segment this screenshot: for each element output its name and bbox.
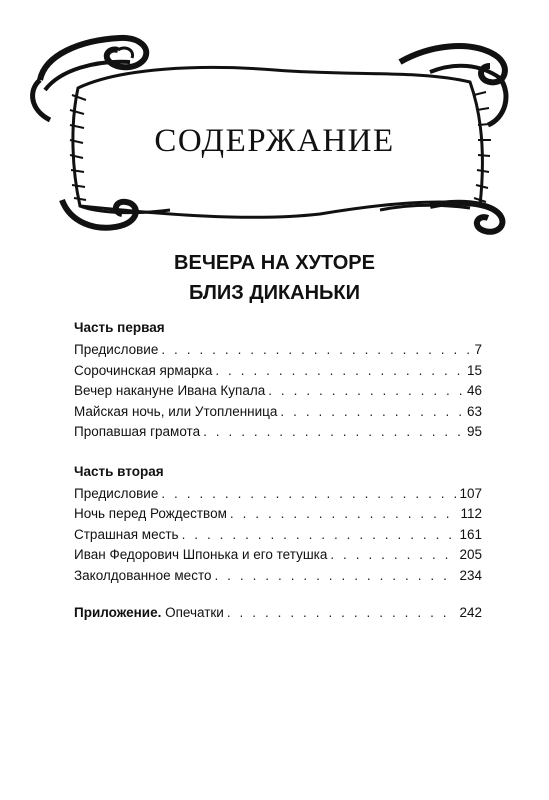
leader-dots bbox=[214, 566, 456, 587]
toc-entry-title: Ночь перед Рождеством bbox=[74, 506, 227, 521]
toc-entry[interactable] bbox=[74, 381, 482, 402]
toc-entry-appendix[interactable] bbox=[74, 603, 482, 624]
leader-dots bbox=[330, 545, 456, 566]
book-title-line-1: ВЕЧЕРА НА ХУТОРЕ bbox=[174, 252, 375, 274]
toc-entry-title: Предисловие bbox=[74, 485, 159, 501]
toc-entry[interactable] bbox=[74, 525, 482, 546]
toc-entry-title: Предисловие bbox=[74, 342, 159, 357]
leader-dots bbox=[268, 381, 464, 402]
toc-entry-title: Заколдованное место bbox=[74, 567, 212, 583]
toc-entry[interactable] bbox=[74, 361, 482, 382]
leader-dots bbox=[280, 402, 464, 423]
toc-entry-title: Опечатки bbox=[165, 605, 224, 620]
toc-entry-title: Пропавшая грамота bbox=[74, 424, 201, 439]
toc-entry-page: 95 bbox=[466, 424, 482, 439]
toc-entry-page: 205 bbox=[459, 547, 482, 562]
toc-entry[interactable] bbox=[74, 340, 482, 361]
part-2-heading: Часть вторая bbox=[74, 463, 164, 479]
toc-entry-title: Страшная месть bbox=[74, 526, 179, 542]
scroll-ornament-icon bbox=[0, 0, 549, 240]
leader-dots bbox=[230, 504, 458, 525]
toc-entry-title: Сорочинская ярмарка bbox=[74, 362, 213, 378]
toc-entry[interactable] bbox=[74, 504, 482, 525]
toc-entry[interactable] bbox=[74, 545, 482, 566]
leader-dots bbox=[161, 340, 471, 361]
contents-heading: СОДЕРЖАНИЕ bbox=[154, 123, 395, 159]
toc-entry[interactable] bbox=[74, 566, 482, 587]
toc-entry-page: 15 bbox=[466, 362, 482, 378]
toc-entry-page: 7 bbox=[474, 342, 482, 357]
toc-entry[interactable] bbox=[74, 484, 482, 505]
appendix-label: Приложение. bbox=[74, 605, 162, 620]
leader-dots bbox=[182, 525, 457, 546]
table-of-contents bbox=[74, 318, 482, 624]
scroll-banner bbox=[0, 0, 549, 240]
toc-entry-title: Майская ночь, или Утопленница bbox=[74, 403, 278, 419]
toc-entry-title: Иван Федорович Шпонька и его тетушка bbox=[74, 547, 328, 562]
toc-entry[interactable] bbox=[74, 422, 482, 443]
toc-entry-page: 234 bbox=[459, 567, 482, 583]
toc-entry-page: 242 bbox=[459, 605, 482, 620]
toc-entry-page: 46 bbox=[466, 383, 482, 398]
part-1-heading: Часть первая bbox=[74, 320, 165, 335]
toc-entry-title: Вечер накануне Ивана Купала bbox=[74, 383, 266, 398]
book-title bbox=[0, 248, 549, 308]
toc-entry-page: 112 bbox=[460, 506, 482, 521]
toc-entry-page: 63 bbox=[466, 403, 482, 419]
toc-entry-page: 161 bbox=[459, 526, 482, 542]
leader-dots bbox=[203, 422, 464, 443]
leader-dots bbox=[215, 361, 464, 382]
toc-entry[interactable] bbox=[74, 402, 482, 423]
leader-dots bbox=[227, 603, 457, 624]
book-title-line-2: БЛИЗ ДИКАНЬКИ bbox=[188, 282, 361, 304]
leader-dots bbox=[161, 484, 456, 505]
toc-entry-page: 107 bbox=[459, 485, 482, 501]
